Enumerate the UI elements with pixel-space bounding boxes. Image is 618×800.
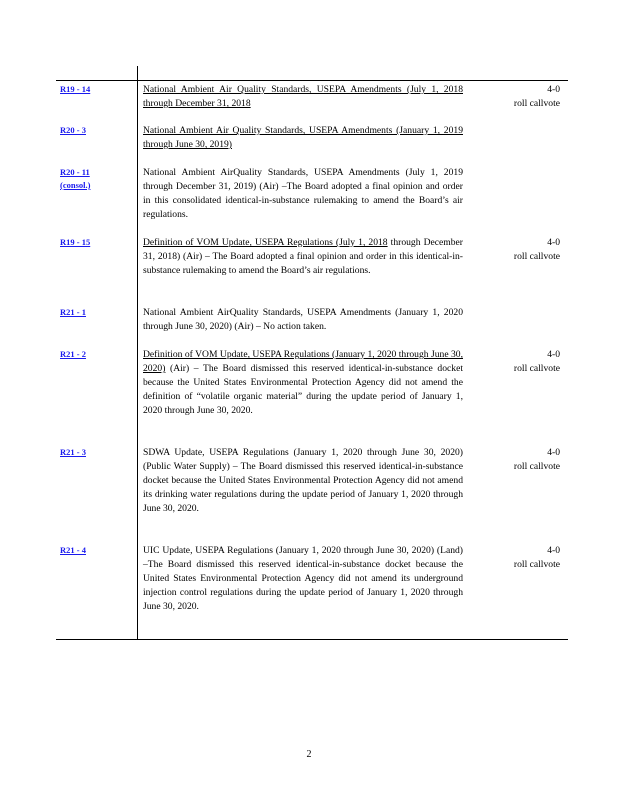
docket-link[interactable]: R21 - 1 [60, 307, 86, 317]
entry-description: Definition of VOM Update, USEPA Regulations (January 1, 2020 through June 30, 2020) (Air) – The Board dismissed this reserved identical-in-substance docket because the United States Environmental Protection Agency did not amend the definition of “volatile organic material” during the update period of January 1, 2020 through June 30, 2020. [143, 349, 463, 416]
entry-description: UIC Update, USEPA Regulations (January 1, 2020 through June 30, 2020) (Land) –The Board dismissed this reserved identical-in-substance docket because the United States Environmental Protection Agency did not amend its underground injection control regulations during the update period of January 1, 2020 through June 30, 2020. [143, 545, 463, 612]
vote-result: 4-0 roll callvote [513, 545, 560, 570]
docket-link[interactable]: R21 - 3 [60, 447, 86, 457]
table-top-rule [56, 80, 568, 81]
entry-description: Definition of VOM Update, USEPA Regulations (July 1, 2018 through December 31, 2018) (Air) – The Board adopted a final opinion and order in this identical-in-substance rulemaking to amend the Board’s air regulations. [143, 237, 463, 276]
vote-result: 4-0 roll callvote [513, 349, 560, 374]
entry-description: National Ambient AirQuality Standards, USEPA Amendments (January 1, 2020 through June 30, 2020) (Air) – No action taken. [143, 307, 463, 332]
docket-link[interactable]: R21 - 2 [60, 349, 86, 359]
vote-result: 4-0 roll callvote [513, 447, 560, 472]
table-bottom-rule [56, 639, 568, 640]
docket-link[interactable]: R20 - 11 (consol.) [60, 167, 91, 190]
docket-link[interactable]: R21 - 4 [60, 545, 86, 555]
entry-description: National Ambient Air Quality Standards, USEPA Amendments (July 1, 2018 through December 31, 2018 [143, 84, 463, 109]
docket-link[interactable]: R20 - 3 [60, 125, 86, 135]
docket-link[interactable]: R19 - 15 [60, 237, 91, 247]
vote-result: 4-0 roll callvote [513, 84, 560, 109]
page-number: 2 [306, 749, 312, 760]
entry-description: National Ambient Air Quality Standards, USEPA Amendments (January 1, 2019 through June 30, 2019) [143, 125, 463, 150]
column-divider [137, 66, 138, 640]
entry-description: SDWA Update, USEPA Regulations (January 1, 2020 through June 30, 2020) (Public Water Supply) – The Board dismissed this reserved identical-in-substance docket because the United States Environmental Protection Agency did not amend its drinking water regulations during the update period of January 1, 2020 through June 30, 2020. [143, 447, 463, 514]
vote-result: 4-0 roll callvote [513, 237, 560, 262]
docket-link[interactable]: R19 - 14 [60, 84, 91, 94]
entry-description: National Ambient AirQuality Standards, USEPA Amendments (July 1, 2019 through December 31, 2019) (Air) –The Board adopted a final opinion and order in this consolidated identical-in-substance rulemaking to amend the Board’s air regulations. [143, 167, 463, 220]
